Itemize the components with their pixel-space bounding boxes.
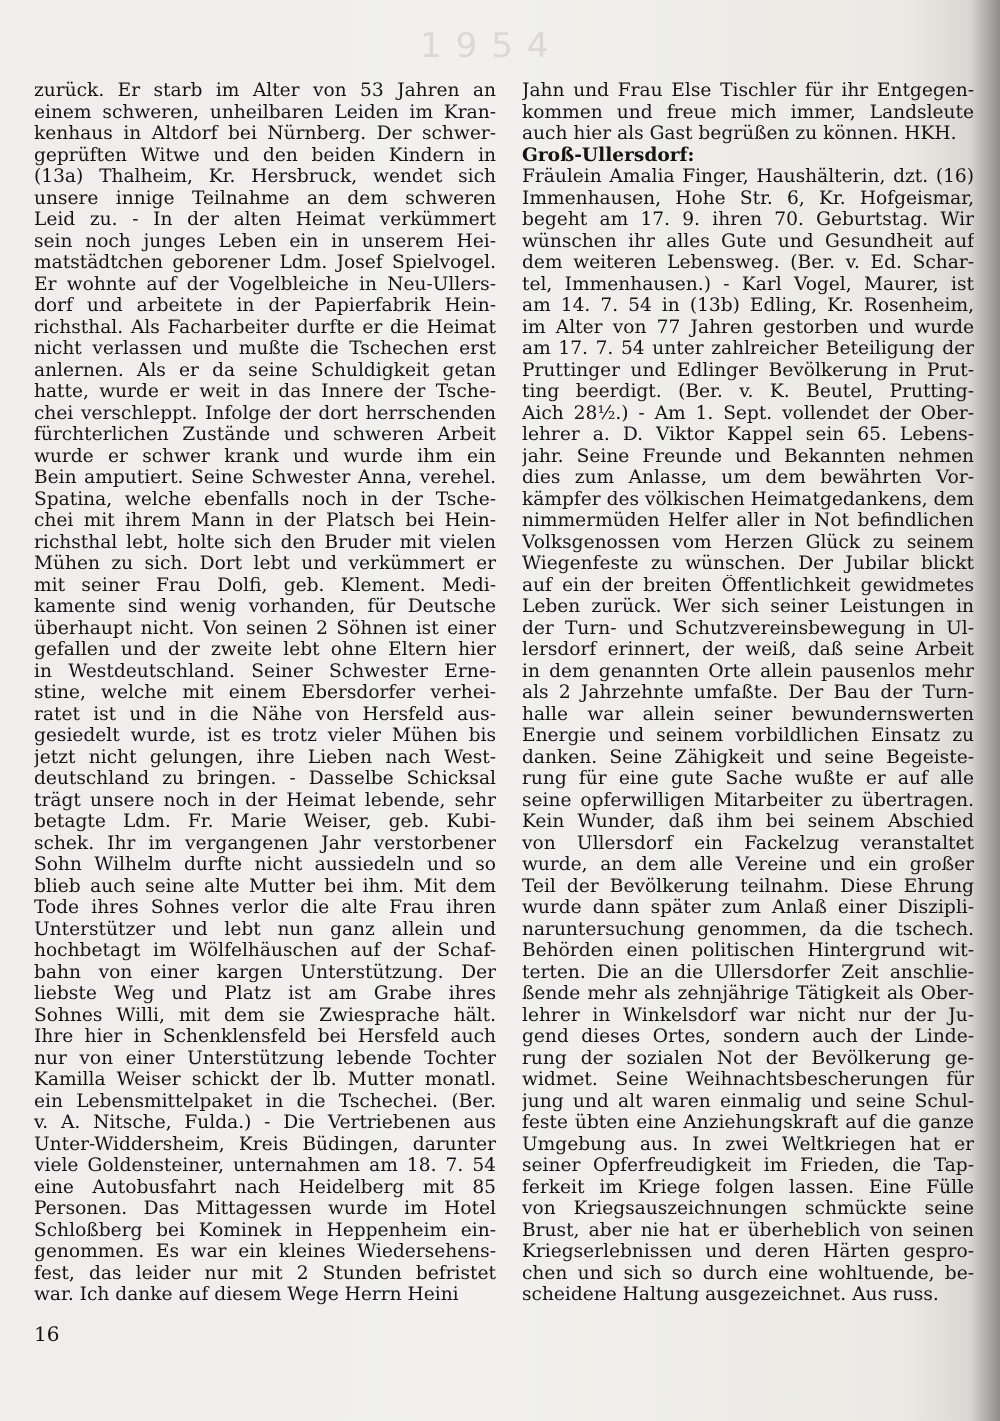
- text-line: Spatina, welche ebenfalls noch in der Tsche-: [34, 488, 496, 510]
- text-line: begeht am 17. 9. ihren 70. Geburtstag. Wir: [522, 209, 974, 230]
- text-line: blieb auch seine alte Mutter bei ihm. Mit dem: [34, 875, 496, 897]
- text-line: auf ein der breiten Öffentlichkeit gewidmetes: [522, 574, 974, 596]
- text-line: ferkeit im Kriege folgen lassen. Eine Fülle: [522, 1176, 974, 1198]
- text-line: Brust, aber nie hat er überheblich von seinen: [522, 1219, 974, 1241]
- text-line: der Turn- und Schutzvereinsbewegung in Ul-: [522, 617, 974, 639]
- text-line: Unterstützer und lebt nun ganz allein und: [34, 918, 496, 940]
- text-line: ein Lebensmittelpaket in die Tschechei. (Ber.: [34, 1090, 496, 1112]
- text-line: chei verschleppt. Infolge der dort herrschenden: [34, 402, 496, 424]
- text-line: nur von einer Unterstützung lebende Tochter: [34, 1047, 496, 1069]
- text-line: zurück. Er starb im Alter von 53 Jahren an: [34, 80, 496, 101]
- text-line: Leben zurück. Wer sich seiner Leistungen in: [522, 596, 974, 617]
- text-line: in dem genannten Orte allein pausenlos mehr: [522, 660, 974, 682]
- text-line: rung der sozialen Not der Bevölkerung ge-: [522, 1047, 974, 1069]
- text-line: geprüften Witwe und den beiden Kindern in: [34, 144, 496, 166]
- text-line: wurde er schwer krank und wurde ihm ein: [34, 445, 496, 467]
- text-line: Umgebung aus. In zwei Weltkriegen hat er: [522, 1133, 974, 1155]
- text-line: in Westdeutschland. Seiner Schwester Erne-: [34, 660, 496, 682]
- text-line: chei mit ihrem Mann in der Platsch bei Hein-: [34, 510, 496, 531]
- text-line: genommen. Es war ein kleines Wiedersehens-: [34, 1241, 496, 1262]
- text-line: jahr. Seine Freunde und Bekannten nehmen: [522, 445, 974, 467]
- text-line: am 17. 7. 54 unter zahlreicher Beteiligung der: [522, 338, 974, 359]
- text-line: hatte, wurde er weit in das Innere der Tsche-: [34, 381, 496, 402]
- left-text-column: [34, 80, 496, 1306]
- text-line: am 14. 7. 54 in (13b) Edling, Kr. Rosenheim,: [522, 295, 974, 316]
- text-line: wurde, an dem alle Vereine und ein großer: [522, 854, 974, 875]
- text-line: unsere innige Teilnahme an dem schweren: [34, 187, 496, 209]
- text-line: Tode ihres Sohnes verlor die alte Frau ihren: [34, 897, 496, 918]
- text-line: viele Goldensteiner, unternahmen am 18. 7. 54: [34, 1155, 496, 1176]
- text-line: v. A. Nitsche, Fulda.) - Die Vertriebenen aus: [34, 1112, 496, 1133]
- text-line: sein noch junges Leben ein in unserem Hei-: [34, 230, 496, 252]
- text-line: im Alter von 77 Jahren gestorben und wurde: [522, 316, 974, 338]
- text-line: fürchterlichen Zustände und schweren Arbeit: [34, 424, 496, 445]
- text-line: ting beerdigt. (Ber. v. K. Beutel, Prutting-: [522, 381, 974, 402]
- text-line: Immenhausen, Hohe Str. 6, Kr. Hofgeismar,: [522, 187, 974, 209]
- text-line: terten. Die an die Ullersdorfer Zeit anschlie-: [522, 961, 974, 983]
- text-line: tel, Immenhausen.) - Karl Vogel, Maurer, ist: [522, 273, 974, 295]
- text-line: seiner Opferfreudigkeit im Frieden, die Tap-: [522, 1155, 974, 1176]
- text-line: chen und sich so durch eine wohltuende, be-: [522, 1262, 974, 1284]
- text-line: wünschen ihr alles Gute und Gesundheit auf: [522, 230, 974, 252]
- text-line: dorf und arbeitete in der Papierfabrik Hein-: [34, 295, 496, 316]
- text-line: lersdorf erinnert, der weiß, daß seine Arbeit: [522, 639, 974, 660]
- text-line: rung für eine gute Sache wußte er auf alle: [522, 768, 974, 789]
- text-line: trägt unsere noch in der Heimat lebende, sehr: [34, 789, 496, 811]
- text-line: Aich 28½.) - Am 1. Sept. vollendet der Ober-: [522, 402, 974, 424]
- text-line: ratet ist und in die Nähe von Hersfeld aus-: [34, 703, 496, 725]
- text-line: kenhaus in Altdorf bei Nürnberg. Der schwer-: [34, 123, 496, 144]
- text-line: mit seiner Frau Dolfi, geb. Klement. Medi-: [34, 574, 496, 596]
- text-line: (13a) Thalheim, Kr. Hersbruck, wendet sich: [34, 166, 496, 187]
- text-line: bahn von einer kargen Unterstützung. Der: [34, 961, 496, 983]
- text-line: kämpfer des völkischen Heimatgedankens, dem: [522, 488, 974, 510]
- text-line: Sohn Wilhelm durfte nicht aussiedeln und so: [34, 854, 496, 875]
- text-line: Pruttinger und Edlinger Bevölkerung in Prut-: [522, 359, 974, 381]
- text-line: überhaupt nicht. Von seinen 2 Söhnen ist einer: [34, 617, 496, 639]
- text-line: fest, das leider nur mit 2 Stunden befristet: [34, 1262, 496, 1284]
- text-line: hochbetagt im Wölfelhäuschen auf der Schaf-: [34, 940, 496, 961]
- text-line: Schloßberg bei Kominek in Heppenheim ein-: [34, 1219, 496, 1241]
- text-line: Fräulein Amalia Finger, Haushälterin, dzt. (16): [522, 166, 974, 187]
- text-line: Leid zu. - In der alten Heimat verkümmert: [34, 209, 496, 230]
- text-line: nimmermüden Helfer aller in Not befindlichen: [522, 510, 974, 531]
- text-line: anlernen. Als er da seine Schuldigkeit getan: [34, 359, 496, 381]
- text-line: Personen. Das Mittagessen wurde im Hotel: [34, 1198, 496, 1219]
- right-body-paragraph: [522, 166, 974, 1306]
- text-line: naruntersuchung genommen, da die tschech.: [522, 918, 974, 940]
- text-line: eine Autobusfahrt nach Heidelberg mit 85: [34, 1176, 496, 1198]
- scan-year-mark: 1954: [420, 26, 563, 66]
- text-line: Kein Wunder, daß ihm bei seinem Abschied: [522, 811, 974, 832]
- text-line: wurde dann später zum Anlaß einer Diszipli-: [522, 897, 974, 918]
- text-line: dem weiteren Lebensweg. (Ber. v. Ed. Schar-: [522, 252, 974, 273]
- text-line: richsthal. Als Facharbeiter durfte er die Heimat: [34, 316, 496, 338]
- text-line: ßende mehr als zehnjährige Tätigkeit als Ober-: [522, 983, 974, 1004]
- text-line: Er wohnte auf der Vogelbleiche in Neu-Ullers-: [34, 273, 496, 295]
- text-line: Energie und seinem vorbildlichen Einsatz zu: [522, 725, 974, 746]
- text-line: Bein amputiert. Seine Schwester Anna, verehel.: [34, 467, 496, 488]
- text-line: betagte Ldm. Fr. Marie Weiser, geb. Kubi-: [34, 811, 496, 832]
- text-line: auch hier als Gast begrüßen zu können. HKH.: [522, 123, 957, 144]
- text-line: war. Ich danke auf diesem Wege Herrn Heini: [34, 1284, 459, 1305]
- text-line: dies zum Anlasse, um dem bewährten Vor-: [522, 467, 974, 488]
- page-number: 16: [34, 1322, 60, 1346]
- text-line: Sohnes Willi, mit dem sie Zwiesprache hält.: [34, 1004, 496, 1026]
- text-line: jung und alt waren einmalig und seine Schul-: [522, 1090, 974, 1112]
- text-line: Teil der Bevölkerung teilnahm. Diese Ehrung: [522, 875, 974, 897]
- text-line: nicht verlassen und mußte die Tschechen erst: [34, 338, 496, 359]
- text-line: Mühen zu sich. Dort lebt und verkümmert er: [34, 553, 496, 574]
- text-line: schek. Ihr im vergangenen Jahr verstorbener: [34, 832, 496, 854]
- text-line: gesiedelt wurde, ist es trotz vieler Mühen bis: [34, 725, 496, 746]
- text-line: danken. Seine Zähigkeit und seine Begeiste-: [522, 746, 974, 768]
- text-line: Kamilla Weiser schickt der lb. Mutter monatl.: [34, 1069, 496, 1090]
- text-line: lehrer in Winkelsdorf war nicht nur der Ju-: [522, 1004, 974, 1026]
- text-line: einem schweren, unheilbaren Leiden im Kran-: [34, 101, 496, 123]
- text-line: von Ullersdorf ein Fackelzug veranstaltet: [522, 832, 974, 854]
- section-heading-gross-ullersdorf: Groß-Ullersdorf:: [522, 144, 695, 166]
- text-line: matstädtchen geborener Ldm. Josef Spielvogel.: [34, 252, 496, 273]
- text-line: Ihre hier in Schenklensfeld bei Hersfeld auch: [34, 1026, 496, 1047]
- right-text-column: [522, 80, 974, 1306]
- text-line: als 2 Jahrzehnte umfaßte. Der Bau der Turn-: [522, 682, 974, 703]
- text-line: stine, welche mit einem Ebersdorfer verhei-: [34, 682, 496, 703]
- text-line: Unter-Widdersheim, Kreis Büdingen, darunter: [34, 1133, 496, 1155]
- text-line: halle war allein seiner bewundernswerten: [522, 703, 974, 725]
- text-line: feste übten eine Anziehungskraft auf die ganze: [522, 1112, 974, 1133]
- text-line: Wiegenfeste zu wünschen. Der Jubilar blickt: [522, 553, 974, 574]
- text-line: widmet. Seine Weihnachtsbescherungen für: [522, 1069, 974, 1090]
- text-line: von Kriegsauszeichnungen schmückte seine: [522, 1198, 974, 1219]
- text-line: Jahn und Frau Else Tischler für ihr Entgegen-: [522, 80, 974, 101]
- text-line: lehrer a. D. Viktor Kappel sein 65. Lebens-: [522, 424, 974, 445]
- right-intro-paragraph: [522, 80, 974, 145]
- text-line: kommen und freue mich immer, Landsleute: [522, 101, 974, 123]
- text-line: liebste Weg und Platz ist am Grabe ihres: [34, 983, 496, 1004]
- text-line: richsthal lebt, holte sich den Bruder mit vielen: [34, 531, 496, 553]
- text-line: gend dieses Ortes, sondern auch der Linde-: [522, 1026, 974, 1047]
- text-line: jetzt nicht gelungen, ihre Lieben nach West-: [34, 746, 496, 768]
- text-line: Behörden einen politischen Hintergrund wit-: [522, 940, 974, 961]
- text-line: Kriegserlebnissen und deren Härten gespro-: [522, 1241, 974, 1262]
- text-line: scheidene Haltung ausgezeichnet. Aus russ.: [522, 1284, 939, 1305]
- text-line: seine opferwilligen Mitarbeiter zu übertragen.: [522, 789, 974, 811]
- text-line: gefallen und der zweite lebt ohne Eltern hier: [34, 639, 496, 660]
- text-line: kamente sind wenig vorhanden, für Deutsche: [34, 596, 496, 617]
- text-line: Volksgenossen vom Herzen Glück zu seinem: [522, 531, 974, 553]
- text-line: deutschland zu bringen. - Dasselbe Schicksal: [34, 768, 496, 789]
